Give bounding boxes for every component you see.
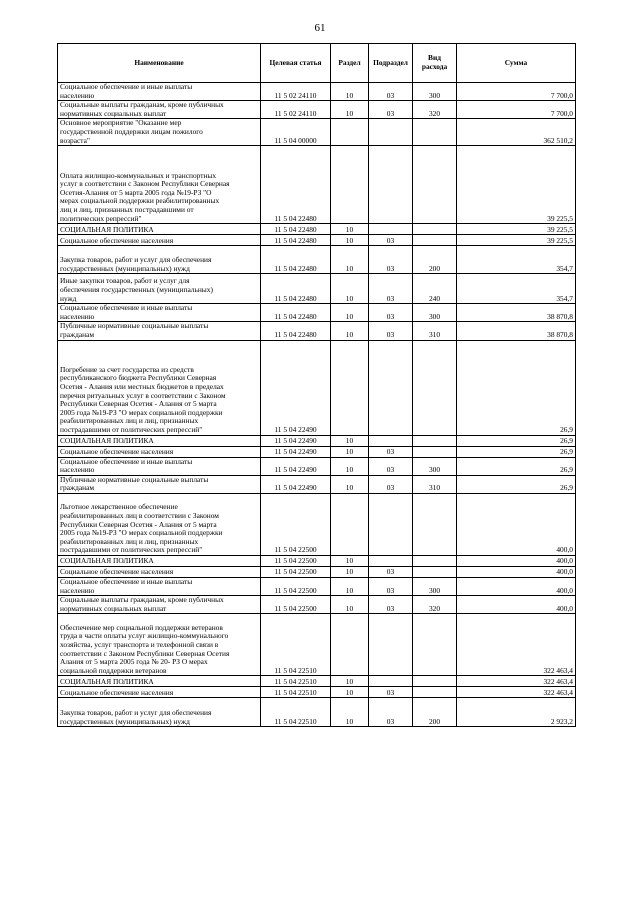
- table-row: [58, 457, 576, 475]
- table-row: [58, 146, 576, 224]
- cell-amount: 400,0: [457, 493, 576, 555]
- cell-name: Погребение за счет государства из средств республиканского бюджета Республики Северная Осетия - Алания или местных бюджетов в пределах перечня ритуальных услуг в соответствии с Законом Республики Северная Осетия - Алания от 5 марта 2005 года №19-РЗ "О мерах социальной поддержки реабилитированных лиц и лиц, признанных пострадавшими от политических репрессий": [58, 340, 261, 435]
- cell-subsection: 03: [369, 274, 413, 304]
- cell-target-article: 11 5 04 22500: [261, 555, 331, 566]
- cell-target-article: 11 5 04 22480: [261, 146, 331, 224]
- cell-subsection: 03: [369, 304, 413, 322]
- cell-amount: 362 510,2: [457, 119, 576, 146]
- cell-amount: 400,0: [457, 555, 576, 566]
- header-expense-type: Вид расхода: [413, 44, 457, 83]
- cell-name: Публичные нормативные социальные выплаты гражданам: [58, 475, 261, 493]
- table-row: [58, 83, 576, 101]
- cell-amount: 400,0: [457, 577, 576, 595]
- cell-amount: 2 923,2: [457, 698, 576, 727]
- cell-expense-type: [413, 224, 457, 235]
- cell-name: СОЦИАЛЬНАЯ ПОЛИТИКА: [58, 676, 261, 687]
- cell-target-article: 11 5 04 22510: [261, 614, 331, 676]
- cell-name: Социальное обеспечение населения: [58, 566, 261, 577]
- cell-subsection: 03: [369, 322, 413, 340]
- cell-target-article: 11 5 04 00000: [261, 119, 331, 146]
- cell-name: Закупка товаров, работ и услуг для обеспечения государственных (муниципальных) нужд: [58, 698, 261, 727]
- table-row: [58, 676, 576, 687]
- cell-section: 10: [331, 435, 369, 446]
- cell-amount: 322 463,4: [457, 676, 576, 687]
- cell-name: Социальные выплаты гражданам, кроме публичных нормативных социальных выплат: [58, 101, 261, 119]
- cell-amount: 354,7: [457, 274, 576, 304]
- table-body: [58, 83, 576, 727]
- header-subsection: Подраздел: [369, 44, 413, 83]
- cell-expense-type: [413, 235, 457, 246]
- cell-expense-type: 300: [413, 304, 457, 322]
- cell-section: 10: [331, 274, 369, 304]
- cell-amount: 400,0: [457, 596, 576, 614]
- cell-expense-type: 200: [413, 246, 457, 274]
- cell-section: 10: [331, 304, 369, 322]
- cell-expense-type: [413, 614, 457, 676]
- cell-expense-type: 300: [413, 83, 457, 101]
- table-row: [58, 235, 576, 246]
- header-target-article: Целевая статья: [261, 44, 331, 83]
- cell-subsection: [369, 555, 413, 566]
- cell-section: 10: [331, 555, 369, 566]
- cell-target-article: 11 5 04 22510: [261, 687, 331, 698]
- cell-subsection: 03: [369, 235, 413, 246]
- cell-expense-type: 320: [413, 596, 457, 614]
- cell-expense-type: [413, 340, 457, 435]
- cell-name: Иные закупки товаров, работ и услуг для обеспечения государственных (муниципальных) нужд: [58, 274, 261, 304]
- cell-amount: 26,9: [457, 446, 576, 457]
- cell-section: [331, 493, 369, 555]
- cell-amount: 38 870,8: [457, 322, 576, 340]
- cell-section: [331, 614, 369, 676]
- cell-amount: 354,7: [457, 246, 576, 274]
- cell-amount: 26,9: [457, 475, 576, 493]
- cell-target-article: 11 5 04 22500: [261, 577, 331, 595]
- cell-amount: 39 225,5: [457, 235, 576, 246]
- cell-subsection: 03: [369, 596, 413, 614]
- cell-section: 10: [331, 224, 369, 235]
- cell-section: 10: [331, 577, 369, 595]
- cell-target-article: 11 5 04 22490: [261, 457, 331, 475]
- cell-subsection: [369, 224, 413, 235]
- cell-amount: 39 225,5: [457, 224, 576, 235]
- cell-amount: 7 700,0: [457, 101, 576, 119]
- cell-expense-type: 300: [413, 577, 457, 595]
- cell-subsection: [369, 614, 413, 676]
- cell-target-article: 11 5 04 22490: [261, 475, 331, 493]
- cell-target-article: 11 5 04 22510: [261, 676, 331, 687]
- table-row: [58, 566, 576, 577]
- cell-amount: 39 225,5: [457, 146, 576, 224]
- table-row: [58, 274, 576, 304]
- cell-name: Социальное обеспечение населения: [58, 687, 261, 698]
- cell-section: 10: [331, 101, 369, 119]
- cell-expense-type: [413, 119, 457, 146]
- page-number: 61: [314, 22, 326, 34]
- table-row: [58, 555, 576, 566]
- table-row: [58, 687, 576, 698]
- cell-target-article: 11 5 04 22500: [261, 566, 331, 577]
- cell-name: Социальные выплаты гражданам, кроме публичных нормативных социальных выплат: [58, 596, 261, 614]
- cell-section: 10: [331, 235, 369, 246]
- cell-name: СОЦИАЛЬНАЯ ПОЛИТИКА: [58, 435, 261, 446]
- cell-expense-type: 320: [413, 101, 457, 119]
- table-row: [58, 246, 576, 274]
- cell-amount: 26,9: [457, 457, 576, 475]
- cell-expense-type: 310: [413, 322, 457, 340]
- cell-section: 10: [331, 687, 369, 698]
- cell-subsection: 03: [369, 457, 413, 475]
- cell-section: 10: [331, 676, 369, 687]
- cell-subsection: [369, 146, 413, 224]
- table-row: [58, 340, 576, 435]
- cell-expense-type: [413, 687, 457, 698]
- cell-amount: 400,0: [457, 566, 576, 577]
- cell-amount: 7 700,0: [457, 83, 576, 101]
- cell-name: СОЦИАЛЬНАЯ ПОЛИТИКА: [58, 555, 261, 566]
- cell-subsection: 03: [369, 246, 413, 274]
- cell-target-article: 11 5 04 22480: [261, 246, 331, 274]
- cell-subsection: [369, 340, 413, 435]
- table-row: [58, 698, 576, 727]
- cell-amount: 26,9: [457, 340, 576, 435]
- cell-name: Социальное обеспечение населения: [58, 235, 261, 246]
- table-row: [58, 119, 576, 146]
- cell-expense-type: 300: [413, 457, 457, 475]
- cell-section: 10: [331, 246, 369, 274]
- cell-subsection: 03: [369, 83, 413, 101]
- cell-expense-type: [413, 555, 457, 566]
- cell-expense-type: 200: [413, 698, 457, 727]
- cell-name: Основное мероприятие "Оказание мер государственной поддержки лицам пожилого возраста": [58, 119, 261, 146]
- cell-expense-type: [413, 146, 457, 224]
- cell-subsection: 03: [369, 101, 413, 119]
- cell-section: 10: [331, 566, 369, 577]
- cell-section: [331, 119, 369, 146]
- cell-target-article: 11 5 04 22480: [261, 224, 331, 235]
- cell-name: Социальное обеспечение и иные выплаты населению: [58, 83, 261, 101]
- table-row: [58, 435, 576, 446]
- cell-target-article: 11 5 04 22500: [261, 596, 331, 614]
- cell-name: Публичные нормативные социальные выплаты гражданам: [58, 322, 261, 340]
- table-row: [58, 304, 576, 322]
- cell-name: Льготное лекарственное обеспечение реабилитированных лиц в соответствии с Законом Республики Северная Осетия - Алания от 5 марта 2005 года №19-РЗ "О мерах социальной поддержки реабилитированных лиц и лиц, признанных пострадавшими от политических репрессий": [58, 493, 261, 555]
- cell-section: 10: [331, 83, 369, 101]
- cell-name: СОЦИАЛЬНАЯ ПОЛИТИКА: [58, 224, 261, 235]
- budget-table: [57, 43, 576, 727]
- cell-name: Обеспечение мер социальной поддержки ветеранов труда в части оплаты услуг жилищно-коммунального хозяйства, услуг транспорта и телефонной связи в соответствии с Законом Республики Северная Осетия Алания от 5 марта 2005 года № 20- РЗ О мерах социальной поддержки ветеранов: [58, 614, 261, 676]
- cell-target-article: 11 5 02 24110: [261, 83, 331, 101]
- table-row: [58, 614, 576, 676]
- cell-expense-type: 310: [413, 475, 457, 493]
- cell-target-article: 11 5 04 22480: [261, 322, 331, 340]
- cell-name: Социальное обеспечение и иные выплаты населению: [58, 304, 261, 322]
- cell-target-article: 11 5 04 22480: [261, 304, 331, 322]
- table-row: [58, 224, 576, 235]
- cell-amount: 322 463,4: [457, 687, 576, 698]
- cell-subsection: 03: [369, 687, 413, 698]
- cell-section: [331, 340, 369, 435]
- cell-subsection: 03: [369, 566, 413, 577]
- cell-subsection: 03: [369, 475, 413, 493]
- cell-amount: 38 870,8: [457, 304, 576, 322]
- cell-section: 10: [331, 446, 369, 457]
- cell-target-article: 11 5 04 22490: [261, 446, 331, 457]
- table-row: [58, 577, 576, 595]
- cell-expense-type: [413, 446, 457, 457]
- cell-section: 10: [331, 698, 369, 727]
- cell-expense-type: [413, 676, 457, 687]
- cell-amount: 26,9: [457, 435, 576, 446]
- cell-name: Социальное обеспечение и иные выплаты населению: [58, 457, 261, 475]
- table-row: [58, 493, 576, 555]
- cell-subsection: 03: [369, 698, 413, 727]
- cell-subsection: 03: [369, 446, 413, 457]
- cell-subsection: [369, 676, 413, 687]
- cell-target-article: 11 5 04 22500: [261, 493, 331, 555]
- cell-target-article: 11 5 02 24110: [261, 101, 331, 119]
- cell-section: 10: [331, 596, 369, 614]
- cell-section: 10: [331, 322, 369, 340]
- cell-expense-type: [413, 566, 457, 577]
- cell-expense-type: [413, 435, 457, 446]
- table-row: [58, 101, 576, 119]
- cell-target-article: 11 5 04 22510: [261, 698, 331, 727]
- cell-target-article: 11 5 04 22480: [261, 235, 331, 246]
- cell-subsection: [369, 119, 413, 146]
- cell-subsection: 03: [369, 577, 413, 595]
- table-row: [58, 596, 576, 614]
- cell-name: Социальное обеспечение и иные выплаты населению: [58, 577, 261, 595]
- cell-name: Оплата жилищно-коммунальных и транспортных услуг в соответствии с Законом Республики Северная Осетия-Алания от 5 марта 2005 года №19-РЗ "О мерах социальной поддержки реабилитированных лиц и лиц, признанных пострадавшими от политических репрессий": [58, 146, 261, 224]
- cell-name: Социальное обеспечение населения: [58, 446, 261, 457]
- header-amount: Сумма: [457, 44, 576, 83]
- cell-target-article: 11 5 04 22490: [261, 340, 331, 435]
- cell-section: [331, 146, 369, 224]
- cell-target-article: 11 5 04 22490: [261, 435, 331, 446]
- cell-target-article: 11 5 04 22480: [261, 274, 331, 304]
- cell-expense-type: 240: [413, 274, 457, 304]
- cell-amount: 322 463,4: [457, 614, 576, 676]
- table-row: [58, 446, 576, 457]
- cell-section: 10: [331, 457, 369, 475]
- cell-subsection: [369, 493, 413, 555]
- table-row: [58, 475, 576, 493]
- table-header-row: [58, 44, 576, 83]
- cell-name: Закупка товаров, работ и услуг для обеспечения государственных (муниципальных) нужд: [58, 246, 261, 274]
- header-name: Наименование: [58, 44, 261, 83]
- cell-section: 10: [331, 475, 369, 493]
- table-row: [58, 322, 576, 340]
- header-section: Раздел: [331, 44, 369, 83]
- cell-expense-type: [413, 493, 457, 555]
- cell-subsection: [369, 435, 413, 446]
